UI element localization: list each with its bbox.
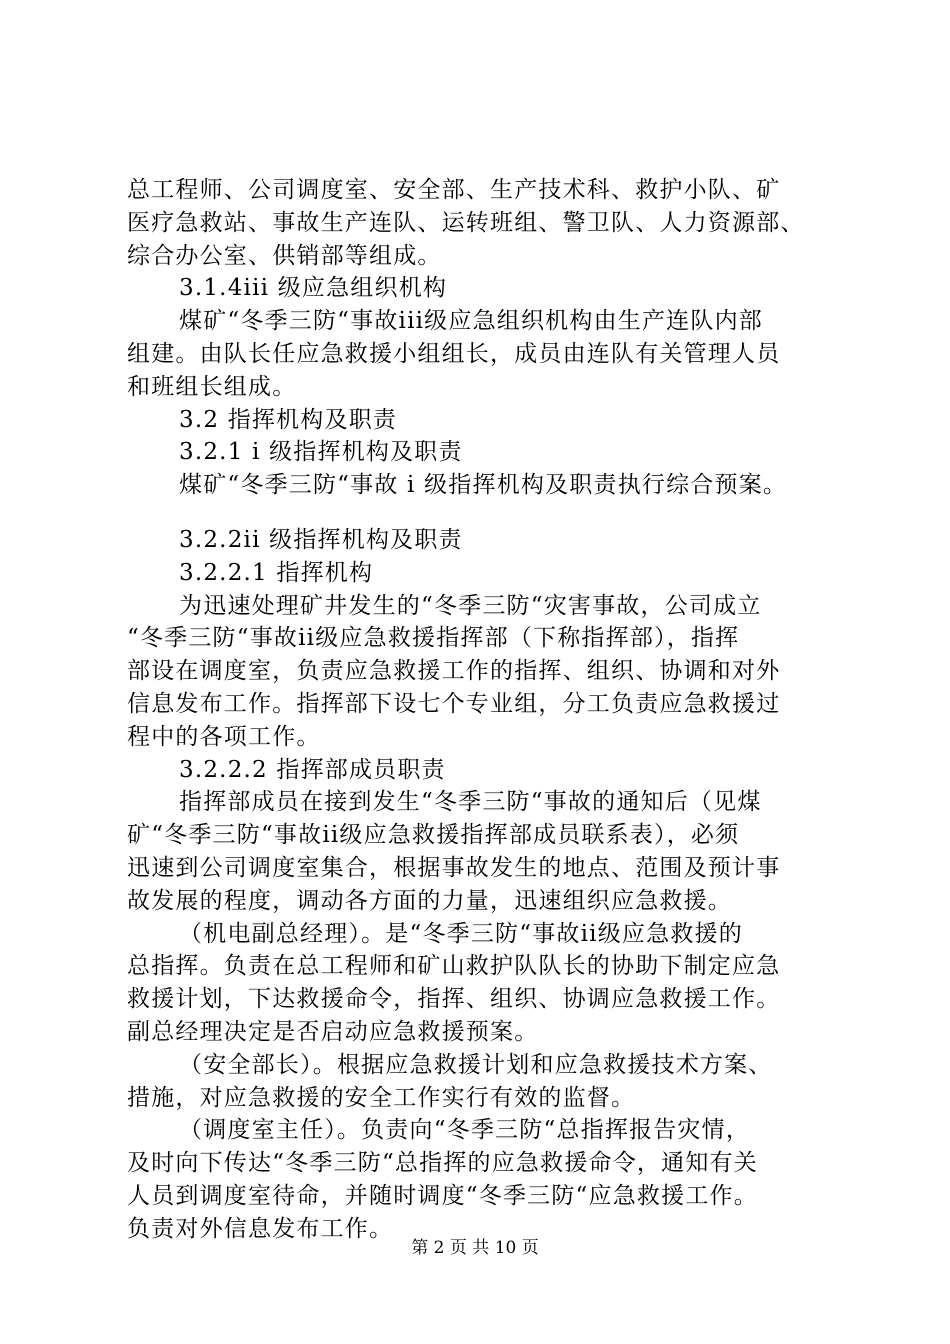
- section-heading: 3.1.4iii 级应急组织机构: [179, 275, 448, 302]
- text-line: 总工程师、公司调度室、安全部、生产技术科、救护小队、矿: [127, 177, 781, 203]
- document-body: [127, 174, 839, 1246]
- text-line: 总指挥。负责在总工程师和矿山救护队队长的协助下制定应急: [127, 953, 781, 980]
- text-line: 措施，对应急救援的安全工作实行有效的监督。: [127, 1084, 636, 1111]
- text-line: 综合办公室、供销部等组成。: [127, 242, 442, 269]
- text-line: 副总经理决定是否启动应急救援预案。: [127, 1018, 539, 1045]
- text-line: 故发展的程度，调动各方面的力量，迅速组织应急救援。: [127, 887, 732, 914]
- section-heading: 3.2.1 i 级指挥机构及职责: [179, 439, 463, 466]
- paragraph-line: 煤矿“冬季三防“事故iii级应急组织机构由生产连队内部: [179, 308, 763, 335]
- paragraph-line: 指挥部成员在接到发生“冬季三防“事故的通知后（见煤: [179, 789, 762, 816]
- text-line: 组建。由队长任应急救援小组组长，成员由连队有关管理人员: [127, 340, 781, 367]
- paragraph-line: （调度室主任）。负责向“冬季三防“总指挥报告灾情，: [179, 1117, 751, 1144]
- text-line: 矿“冬季三防“事故ii级应急救援指挥部成员联系表），必须: [127, 822, 740, 849]
- text-line: 程中的各项工作。: [127, 723, 321, 750]
- text-line: 医疗急救站、事故生产连队、运转班组、警卫队、人力资源部、: [127, 209, 805, 236]
- paragraph-line: 煤矿“冬季三防“事故 i 级指挥机构及职责执行综合预案。: [179, 472, 788, 499]
- text-line: 信息发布工作。指挥部下设七个专业组，分工负责应急救援过: [127, 690, 781, 717]
- paragraph-gap: [127, 502, 839, 524]
- text-line: 和班组长组成。: [127, 373, 297, 400]
- text-line: “冬季三防“事故ii级应急救援指挥部（下称指挥部），指挥: [127, 625, 740, 652]
- paragraph-line: （安全部长）。根据应急救援计划和应急救援技术方案、: [179, 1051, 773, 1078]
- text-line: 救援计划，下达救援命令，指挥、组织、协调应急救援工作。: [127, 986, 781, 1013]
- text-line: 负责对外信息发布工作。: [127, 1215, 394, 1242]
- section-heading: 3.2 指挥机构及职责: [179, 406, 398, 433]
- section-heading: 3.2.2ii 级指挥机构及职责: [179, 526, 463, 553]
- section-heading: 3.2.2.2 指挥部成员职责: [179, 756, 446, 783]
- text-line: 迅速到公司调度室集合，根据事故发生的地点、范围及预计事: [127, 854, 781, 881]
- page-number-footer: 第 2 页 共 10 页: [411, 1238, 539, 1258]
- text-line: 及时向下传达“冬季三防“总指挥的应急救援命令，通知有关: [127, 1150, 758, 1177]
- text-line: 部设在调度室，负责应急救援工作的指挥、组织、协调和对外: [127, 658, 781, 685]
- paragraph-line: 为迅速处理矿井发生的“冬季三防“灾害事故，公司成立: [179, 592, 762, 619]
- paragraph-line: （机电副总经理）。是“冬季三防“事故ii级应急救援的: [179, 920, 743, 947]
- section-heading: 3.2.2.1 指挥机构: [179, 559, 374, 586]
- text-line: 人员到调度室待命，并随时调度“冬季三防“应急救援工作。: [127, 1182, 758, 1209]
